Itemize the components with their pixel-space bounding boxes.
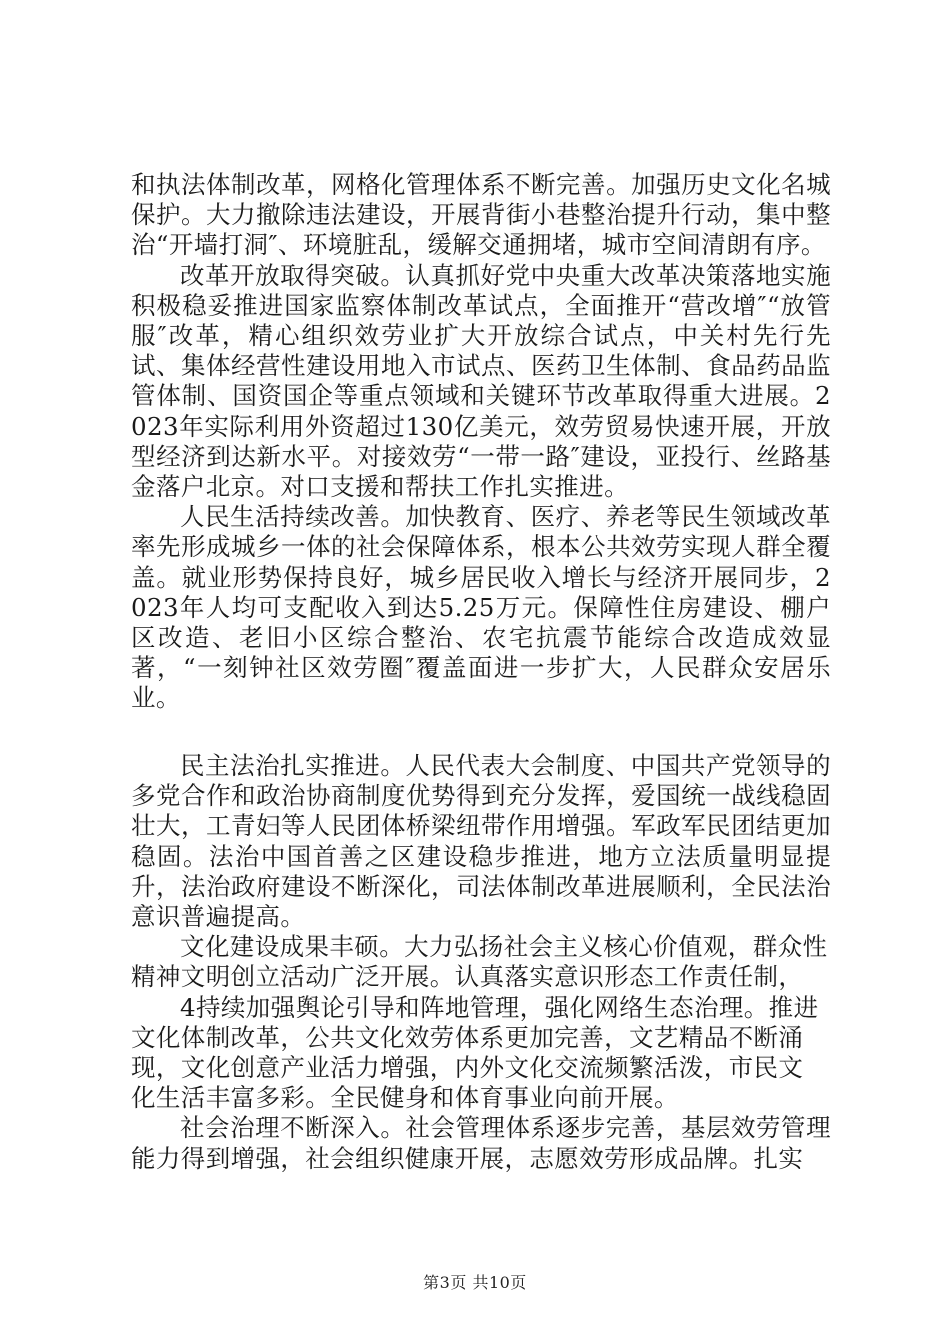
culture-line-4: 文化体制改革，公共文化效劳体系更加完善，文艺精品不断涌 xyxy=(131,1022,804,1052)
culture-line-2: 精神文明创立活动广泛开展。认真落实意识形态工作责任制， xyxy=(131,962,804,992)
paragraph-reform-opening: 改革开放取得突破。认真抓好党中央重大改革决策落地实施积极稳妥推进国家监察体制改革试点，全面推开“营改增″“放管服″改革，精心组织效劳业扩大开放综合试点，中关村先行先试、集体经营性建设用地入市试点、医药卫生体制、食品药品监管体制、国资国企等重点领域和关键环节改革取得重大进展。2023年实际利用外资超过130亿美元，效劳贸易快速开展，开放型经济到达新水平。对接效劳“一带一路″建设，亚投行、丝路基金落户北京。对口支援和帮扶工作扎实推进。 xyxy=(131,260,831,502)
paragraph-social-governance: 社会治理不断深入。社会管理体系逐步完善，基层效劳管理能力得到增强，社会组织健康开展，志愿效劳形成品牌。扎实 xyxy=(131,1113,831,1173)
culture-line-6: 化生活丰富多彩。全民健身和体育事业向前开展。 xyxy=(131,1083,679,1113)
paragraph-democracy-rule-of-law: 民主法治扎实推进。人民代表大会制度、中国共产党领导的多党合作和政治协商制度优势得到充分发挥，爱国统一战线稳固壮大，工青妇等人民团体桥梁纽带作用增强。军政军民团结更加稳固。法治中国首善之区建设稳步推进，地方立法质量明显提升，法治政府建设不断深化，司法体制改革进展顺利，全民法治意识普遍提高。 xyxy=(131,751,831,932)
text-block-lower xyxy=(131,751,831,1174)
paragraph-urban-governance: 和执法体制改革，网格化管理体系不断完善。加强历史文化名城保护。大力撤除违法建设，开展背街小巷整治提升行动，集中整治“开墙打洞″、环境脏乱，缓解交通拥堵，城市空间清朗有序。 xyxy=(131,170,831,260)
culture-line-3: 4持续加强舆论引导和阵地管理，强化网络生态治理。推进 xyxy=(180,992,819,1022)
paragraph-culture xyxy=(131,932,831,1113)
paragraph-livelihood: 人民生活持续改善。加快教育、医疗、养老等民生领域改革率先形成城乡一体的社会保障体系，根本公共效劳实现人群全覆盖。就业形势保持良好，城乡居民收入增长与经济开展同步，2023年人均可支配收入到达5.25万元。保障性住房建设、棚户区改造、老旧小区综合整治、农宅抗震节能综合改造成效显著，“一刻钟社区效劳圈″覆盖面进一步扩大，人民群众安居乐业。 xyxy=(131,502,831,713)
text-block-upper xyxy=(131,170,831,714)
culture-line-1: 文化建设成果丰硕。大力弘扬社会主义核心价值观，群众性 xyxy=(180,932,828,962)
page-footer: 第3页 共10页 xyxy=(423,1273,527,1292)
culture-line-5: 现，文化创意产业活力增强，内外文化交流频繁活泼，市民文 xyxy=(131,1053,804,1083)
